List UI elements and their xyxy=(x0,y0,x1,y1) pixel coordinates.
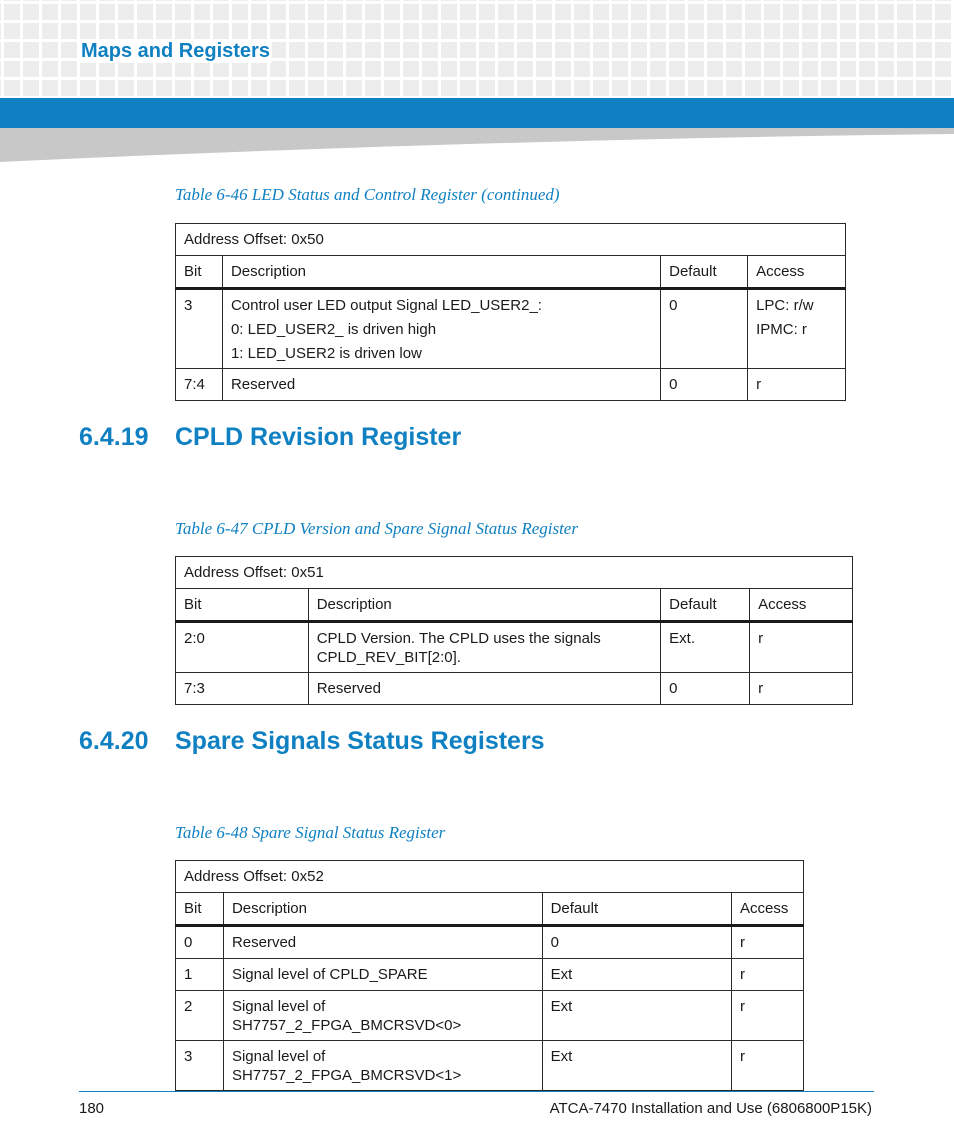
default-cell: Ext xyxy=(542,959,731,991)
default-cell: 0 xyxy=(661,369,748,401)
table-caption-6-46: Table 6-46 LED Status and Control Register (continued) xyxy=(175,185,560,204)
description-cell: Reserved xyxy=(223,926,542,959)
description-cell: Signal level of CPLD_SPARE xyxy=(223,959,542,991)
section-title: CPLD Revision Register xyxy=(175,423,462,451)
table-row xyxy=(176,369,846,401)
default-cell: Ext xyxy=(542,1041,731,1091)
table-row xyxy=(176,959,804,991)
column-header: Bit xyxy=(176,256,223,289)
access-cell: r xyxy=(748,369,846,401)
access-cell: r xyxy=(750,673,853,705)
description-line: Control user LED output Signal LED_USER2_: xyxy=(230,297,542,314)
column-header: Default xyxy=(542,893,731,926)
column-header: Description xyxy=(223,893,542,926)
access-cell xyxy=(748,289,846,369)
column-header: Description xyxy=(308,589,660,622)
description-line: SH7757_2_FPGA_BMCRSVD<0> xyxy=(231,1017,462,1034)
header-band xyxy=(0,98,954,128)
default-cell: 0 xyxy=(661,289,748,369)
description-cell: Reserved xyxy=(222,369,660,401)
column-header: Default xyxy=(661,256,748,289)
section-number: 6.4.19 xyxy=(79,423,149,451)
section-title: Spare Signals Status Registers xyxy=(175,727,545,755)
address-offset: Address Offset: 0x52 xyxy=(176,861,804,893)
column-header: Bit xyxy=(176,589,309,622)
description-line: SH7757_2_FPGA_BMCRSVD<1> xyxy=(231,1067,462,1084)
column-header: Access xyxy=(748,256,846,289)
table-row xyxy=(176,991,804,1041)
table-6-47 xyxy=(175,556,853,705)
footer-divider xyxy=(79,1091,874,1092)
table-row xyxy=(176,926,804,959)
access-cell: r xyxy=(732,1041,804,1091)
table-row xyxy=(176,1041,804,1091)
bit-cell: 2:0 xyxy=(176,622,309,673)
bit-cell: 7:3 xyxy=(176,673,309,705)
table-caption-6-47: Table 6-47 CPLD Version and Spare Signal Status Register xyxy=(175,519,578,538)
access-cell: r xyxy=(732,991,804,1041)
bit-cell: 0 xyxy=(176,926,224,959)
bit-cell: 3 xyxy=(176,1041,224,1091)
bit-cell: 7:4 xyxy=(176,369,223,401)
description-line: CPLD Version. The CPLD uses the signals xyxy=(316,630,601,647)
description-cell xyxy=(222,289,660,369)
description-cell xyxy=(308,622,660,673)
table-row xyxy=(176,289,846,369)
description-line: 1: LED_USER2 is driven low xyxy=(230,345,422,362)
access-cell: r xyxy=(750,622,853,673)
access-cell: r xyxy=(732,926,804,959)
default-cell: Ext. xyxy=(661,622,750,673)
description-line: CPLD_REV_BIT[2:0]. xyxy=(316,649,461,666)
description-cell: Reserved xyxy=(308,673,660,705)
section-heading-6-4-20 xyxy=(79,727,545,756)
section-heading-6-4-19 xyxy=(79,423,461,452)
column-header: Access xyxy=(732,893,804,926)
description-line: Signal level of xyxy=(231,998,326,1015)
document-title: ATCA-7470 Installation and Use (6806800P15K) xyxy=(549,1100,872,1117)
access-cell: r xyxy=(732,959,804,991)
default-cell: 0 xyxy=(661,673,750,705)
description-cell xyxy=(223,991,542,1041)
default-cell: Ext xyxy=(542,991,731,1041)
address-offset: Address Offset: 0x50 xyxy=(176,224,846,256)
default-cell: 0 xyxy=(542,926,731,959)
address-offset: Address Offset: 0x51 xyxy=(176,557,853,589)
column-header: Access xyxy=(750,589,853,622)
section-number: 6.4.20 xyxy=(79,727,149,755)
table-row xyxy=(176,622,853,673)
page-number: 180 xyxy=(79,1100,105,1117)
description-line: Signal level of xyxy=(231,1048,326,1065)
bit-cell: 2 xyxy=(176,991,224,1041)
chapter-title: Maps and Registers xyxy=(81,40,270,62)
bit-cell: 3 xyxy=(176,289,223,369)
access-line: LPC: r/w xyxy=(756,297,814,314)
column-header: Default xyxy=(661,589,750,622)
table-6-46 xyxy=(175,223,846,401)
table-caption-6-48: Table 6-48 Spare Signal Status Register xyxy=(175,823,446,842)
description-cell xyxy=(223,1041,542,1091)
bit-cell: 1 xyxy=(176,959,224,991)
header-swoosh xyxy=(0,128,954,168)
table-6-48 xyxy=(175,860,804,1091)
column-header: Description xyxy=(222,256,660,289)
column-header: Bit xyxy=(176,893,224,926)
table-row xyxy=(176,673,853,705)
description-line: 0: LED_USER2_ is driven high xyxy=(230,321,437,338)
access-line: IPMC: r xyxy=(756,321,807,338)
